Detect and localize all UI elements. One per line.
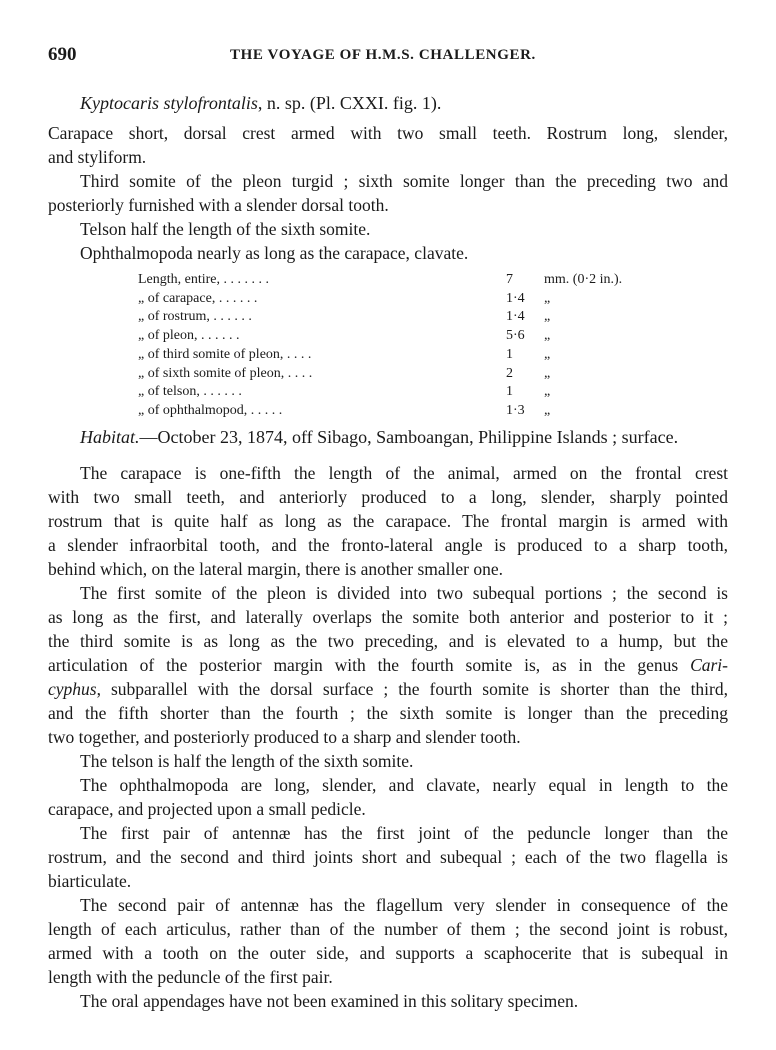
table-row (138, 346, 639, 365)
table-row (138, 290, 639, 309)
running-title: THE VOYAGE OF H.M.S. CHALLENGER. (230, 47, 536, 63)
species-reference: , n. sp. (Pl. CXXI. fig. 1). (257, 93, 442, 113)
measure-unit: „ (544, 290, 551, 306)
measure-value: 5·6 (506, 328, 525, 344)
desc-text: , subparallel with the dorsal surface ; the fourth somite is shorter than the third, (96, 679, 728, 699)
genus-name: cyphus (48, 679, 97, 699)
genus-name: Cari- (690, 655, 728, 675)
measure-label: „ of rostrum, . . . . . . (138, 309, 252, 325)
desc-line: and the fifth shorter than the fourth ; the sixth somite is longer than the preceding (48, 703, 728, 723)
desc-line: armed with a tooth on the outer side, and supports a scaphocerite that is subequal in (48, 943, 728, 963)
measure-value: 1·3 (506, 402, 525, 418)
desc-line: biarticulate. (48, 871, 132, 891)
habitat-text: —October 23, 1874, off Sibago, Samboangan, Philippine Islands ; surface. (139, 427, 679, 447)
measure-unit: „ (544, 346, 551, 362)
measure-label: „ of ophthalmopod, . . . . . (138, 402, 283, 418)
table-row (138, 327, 639, 346)
desc-line (48, 678, 728, 702)
desc-text: articulation of the posterior margin with the fourth somite is, as in the genus (48, 655, 691, 675)
diagnosis-line: posteriorly furnished with a slender dorsal tooth. (48, 195, 389, 215)
habitat-label: Habitat. (80, 427, 140, 447)
measure-label: Length, entire, . . . . . . . (138, 272, 270, 287)
desc-line: two together, and posteriorly produced to a sharp and slender tooth. (48, 727, 521, 747)
desc-line: a slender infraorbital tooth, and the fronto-lateral angle is produced to a sharp tooth, (48, 535, 728, 555)
diagnosis-line: Telson half the length of the sixth somite. (80, 219, 371, 239)
desc-line: as long as the first, and laterally overlaps the somite both anterior and posterior to it ; (48, 607, 728, 627)
desc-line: the third somite is as long as the two preceding, and is elevated to a hump, but the (48, 631, 728, 651)
measure-unit: „ (544, 328, 551, 344)
page-header (48, 44, 728, 68)
measure-value: 7 (506, 272, 513, 287)
measure-label: „ of pleon, . . . . . . (138, 328, 240, 344)
species-name: Kyptocaris stylofrontalis (80, 93, 258, 113)
measure-label: „ of third somite of pleon, . . . . (138, 346, 312, 362)
desc-line: with two small teeth, and anteriorly produced to a long, slender, sharply pointed (48, 487, 728, 507)
measure-unit: mm. (0·2 in.). (544, 272, 623, 287)
desc-line (48, 654, 728, 678)
desc-line: The telson is half the length of the sixth somite. (80, 751, 414, 771)
desc-line: The first pair of antennæ has the first joint of the peduncle longer than the (80, 823, 728, 843)
measurements-table (138, 271, 639, 421)
measure-unit: „ (544, 309, 551, 325)
desc-line: length with the peduncle of the first pair. (48, 967, 333, 987)
desc-line: rostrum that is quite half as long as the carapace. The frontal margin is armed with (48, 511, 728, 531)
desc-line: The carapace is one-fifth the length of the animal, armed on the frontal crest (80, 463, 728, 483)
measure-value: 1 (506, 384, 513, 400)
measure-value: 1·4 (506, 290, 525, 306)
measure-label: „ of carapace, . . . . . . (138, 290, 258, 306)
table-row (138, 271, 639, 290)
species-heading (80, 92, 441, 116)
desc-line: carapace, and projected upon a small pedicle. (48, 799, 366, 819)
diagnosis-line: and styliform. (48, 147, 147, 167)
measure-value: 2 (506, 365, 513, 381)
diagnosis-line: Ophthalmopoda nearly as long as the carapace, clavate. (80, 243, 469, 263)
desc-line: rostrum, and the second and third joints short and subequal ; each of the two flagella is (48, 847, 728, 867)
measure-value: 1 (506, 346, 513, 362)
diagnosis-line: Carapace short, dorsal crest armed with two small teeth. Rostrum long, slender, (48, 123, 728, 143)
measure-value: 1·4 (506, 309, 525, 325)
desc-line: The second pair of antennæ has the flagellum very slender in consequence of the (80, 895, 728, 915)
desc-line: length of each articulus, rather than of the number of them ; the second joint is robust, (48, 919, 728, 939)
table-row (138, 308, 639, 327)
measure-label: „ of sixth somite of pleon, . . . . (138, 365, 313, 381)
measure-unit: „ (544, 402, 551, 418)
desc-line: behind which, on the lateral margin, there is another smaller one. (48, 559, 504, 579)
measure-label: „ of telson, . . . . . . (138, 384, 242, 400)
desc-line: The first somite of the pleon is divided into two subequal portions ; the second is (80, 583, 728, 603)
page-number: 690 (48, 44, 77, 65)
table-row (138, 383, 639, 402)
measure-unit: „ (544, 365, 551, 381)
table-row (138, 365, 639, 384)
desc-line: The oral appendages have not been examined in this solitary specimen. (80, 991, 579, 1011)
measure-unit: „ (544, 384, 551, 400)
desc-line: The ophthalmopoda are long, slender, and clavate, nearly equal in length to the (80, 775, 728, 795)
habitat-line (80, 426, 678, 450)
diagnosis-line: Third somite of the pleon turgid ; sixth somite longer than the preceding two and (80, 171, 728, 191)
table-row (138, 402, 639, 421)
